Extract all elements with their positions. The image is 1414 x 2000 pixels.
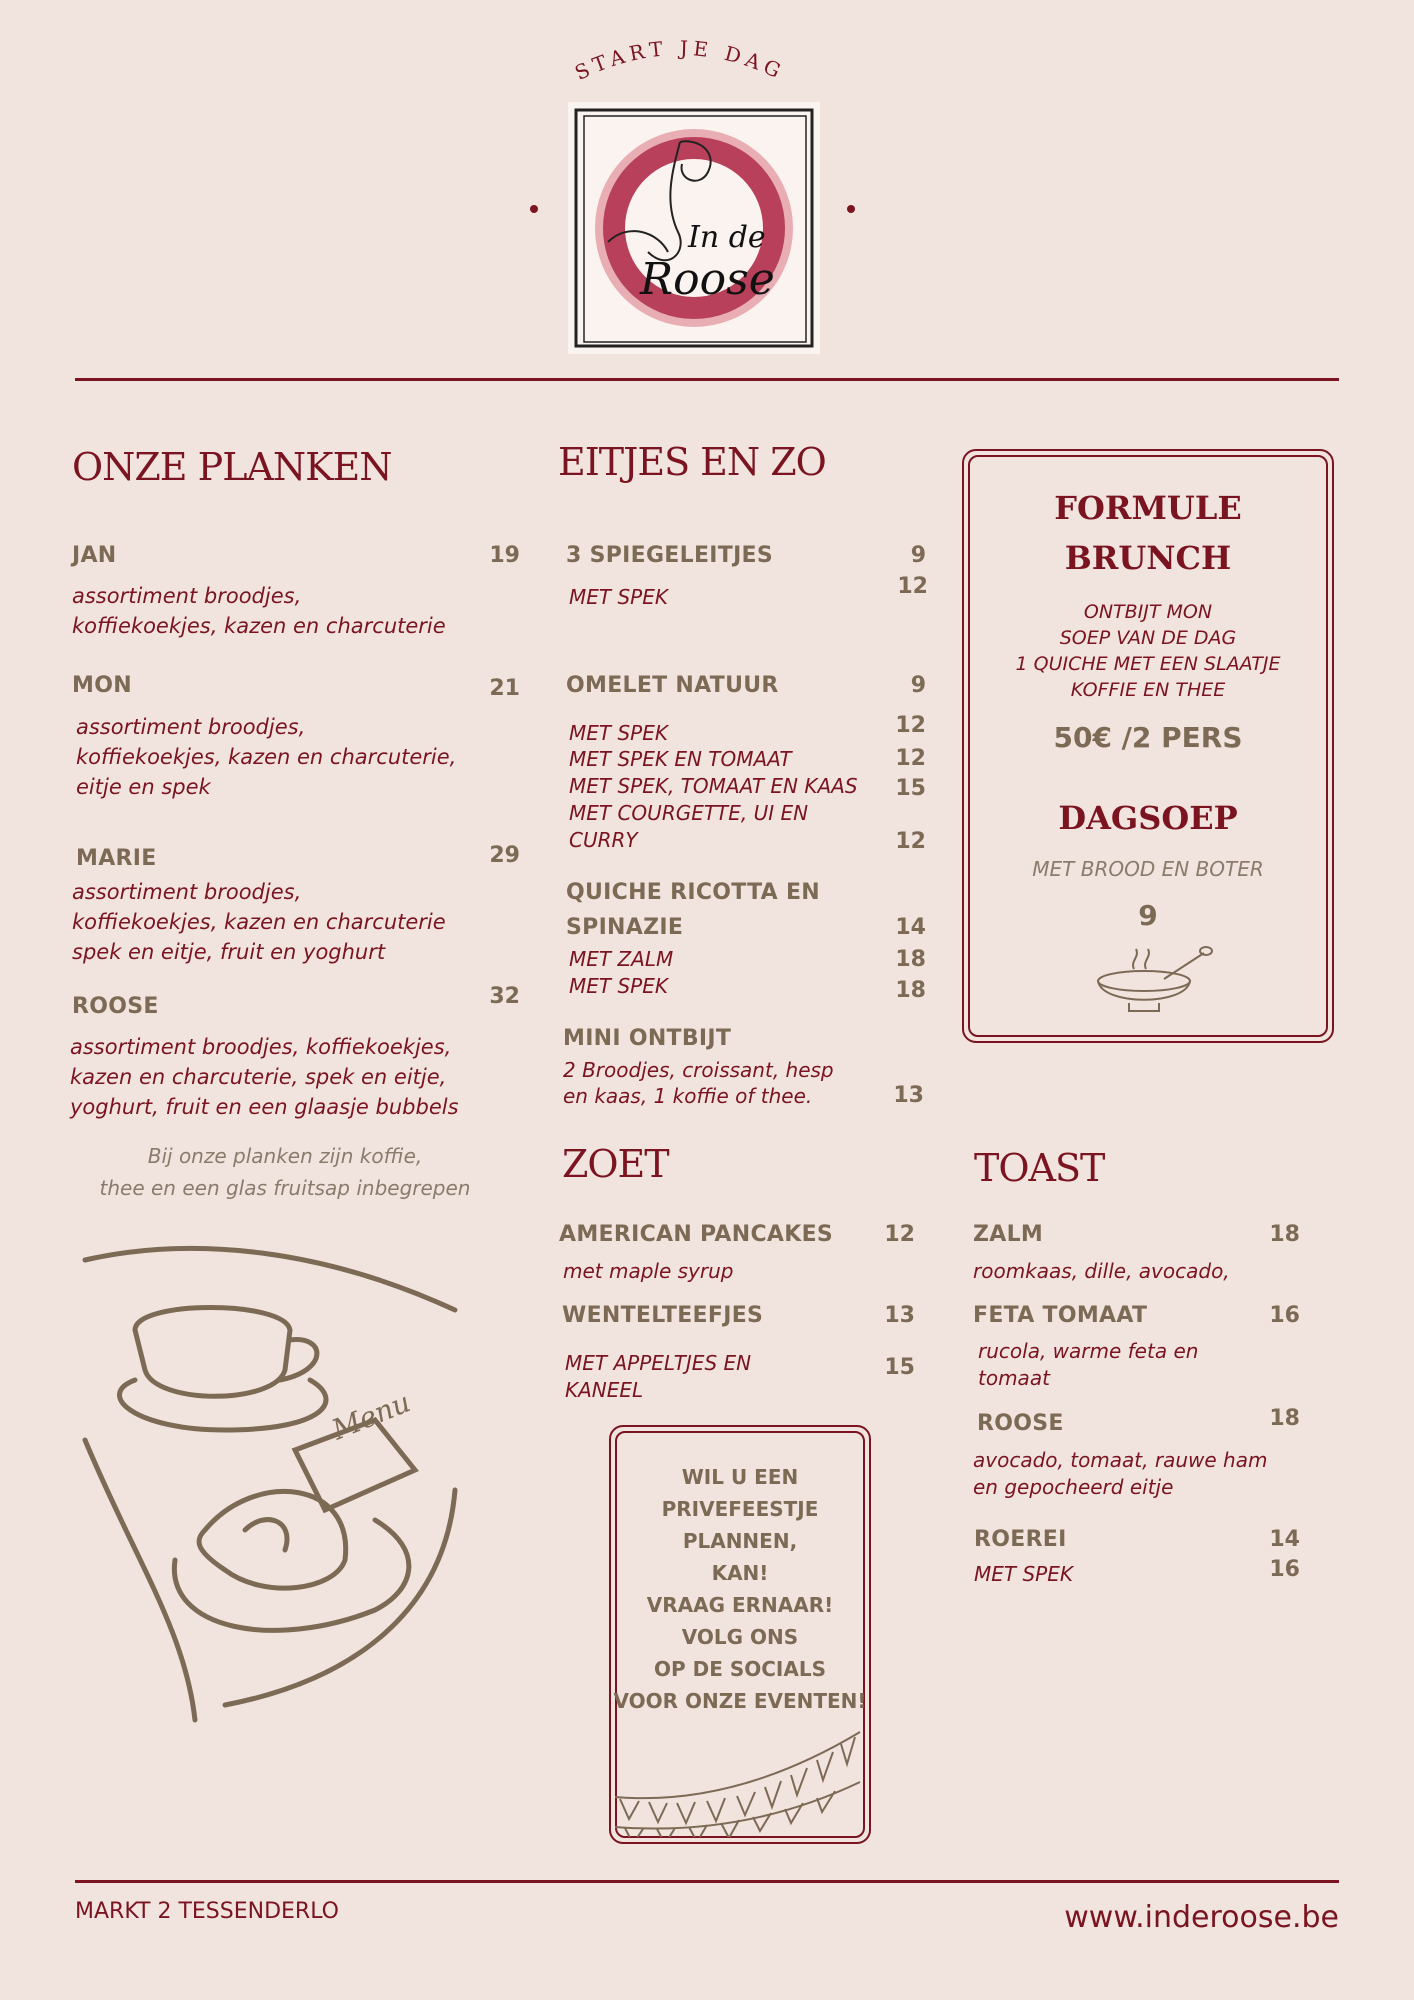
- svg-text:START JE DAG: [571, 36, 789, 85]
- spiegel-name: 3 SPIEGELEITJES: [566, 543, 774, 568]
- toast-roerei-sub-price: 16: [1269, 1557, 1300, 1582]
- omelet-price: 9: [910, 673, 926, 698]
- header: [0, 0, 1414, 390]
- plank-marie-desc: assortiment broodjes, koffiekoekjes, kazen en charcuterie spek en eitje, fruit en yoghurt: [72, 880, 446, 964]
- illustration-menu-text: Menu: [327, 1385, 416, 1447]
- plank-marie-price: 29: [489, 843, 520, 868]
- wentel-sub-2: KANEEL: [565, 1378, 644, 1402]
- formule-lines: [964, 599, 1332, 703]
- toast-feta-desc-1: rucola, warme feta en: [978, 1339, 1199, 1363]
- toast-roerei-name: ROEREI: [974, 1527, 1067, 1552]
- mini-price: 13: [893, 1083, 924, 1108]
- spiegel-price: 9: [910, 543, 926, 568]
- toast-feta-name: FETA TOMAAT: [973, 1303, 1148, 1328]
- formule-line-2: SOEP VAN DE DAG: [1059, 627, 1237, 649]
- spiegel-sub-price: 12: [897, 574, 928, 599]
- party-box: [609, 1425, 871, 1844]
- formule-box: [962, 449, 1334, 1043]
- quiche-sub-2-price: 18: [895, 978, 926, 1003]
- logo: [568, 102, 820, 354]
- tagline: START JE DAG: [571, 35, 789, 85]
- soup-title: DAGSOEP: [1058, 799, 1238, 837]
- wentel-name: WENTELTEEFJES: [562, 1303, 764, 1328]
- footer-divider: [75, 1880, 1339, 1883]
- plank-mon-name: MON: [72, 673, 132, 698]
- omelet-sub-3-price: 15: [895, 776, 926, 801]
- quiche-sub-1: MET ZALM: [569, 947, 674, 971]
- logo-text-1: In de: [688, 220, 766, 255]
- pancakes-name: AMERICAN PANCAKES: [559, 1222, 834, 1247]
- omelet-sub-5: CURRY: [569, 828, 638, 852]
- omelet-sub-1-price: 12: [895, 713, 926, 738]
- plank-marie-name: MARIE: [76, 846, 157, 871]
- formule-line-1: ONTBIJT MON: [1083, 601, 1213, 623]
- toast-roerei-price: 14: [1269, 1527, 1300, 1552]
- omelet-sub-1: MET SPEK: [569, 721, 668, 745]
- formule-title-1: FORMULE: [1054, 489, 1242, 527]
- toast-zalm-desc: roomkaas, dille, avocado,: [973, 1259, 1230, 1283]
- mini-desc-1: 2 Broodjes, croissant, hesp: [563, 1058, 834, 1082]
- wentel-price: 13: [884, 1303, 915, 1328]
- quiche-price: 14: [895, 915, 926, 940]
- omelet-sub-3: MET SPEK, TOMAAT EN KAAS: [569, 774, 858, 798]
- plank-mon-desc: assortiment broodjes, koffiekoekjes, kazen en charcuterie, eitje en spek: [76, 715, 457, 799]
- zoet-title: ZOET: [562, 1142, 669, 1186]
- party-line-2: PRIVEFEESTJE: [661, 1497, 819, 1521]
- party-line-7: OP DE SOCIALS: [653, 1657, 826, 1681]
- omelet-sub-5-price: 12: [895, 829, 926, 854]
- spiegel-sub: MET SPEK: [569, 585, 668, 609]
- party-line-1: WIL U EEN: [681, 1465, 799, 1489]
- toast-roose-desc-1: avocado, tomaat, rauwe ham: [973, 1448, 1268, 1472]
- coffee-croissant-illustration: [75, 1230, 475, 1730]
- toast-roerei-sub: MET SPEK: [974, 1562, 1073, 1586]
- bunting-icon: [615, 1707, 863, 1837]
- formule-title-2: BRUNCH: [1064, 539, 1232, 577]
- quiche-sub-2: MET SPEK: [569, 974, 668, 998]
- plank-jan-desc: assortiment broodjes, koffiekoekjes, kazen en charcuterie: [72, 584, 446, 638]
- plank-roose-price: 32: [489, 984, 520, 1009]
- wentel-sub-1: MET APPELTJES EN: [565, 1351, 752, 1375]
- footer-address: MARKT 2 TESSENDERLO: [75, 1899, 339, 1924]
- plank-mon-price: 21: [489, 676, 520, 701]
- mini-desc-2: en kaas, 1 koffie of thee.: [563, 1084, 813, 1108]
- plank-jan-name: JAN: [72, 543, 117, 568]
- quiche-name-1: QUICHE RICOTTA EN: [566, 880, 821, 905]
- quiche-sub-1-price: 18: [895, 947, 926, 972]
- toast-zalm-name: ZALM: [973, 1222, 1044, 1247]
- planken-title: ONZE PLANKEN: [72, 445, 392, 489]
- plank-jan-price: 19: [489, 543, 520, 568]
- omelet-sub-2-price: 12: [895, 746, 926, 771]
- soup-sub: MET BROOD EN BOTER: [1032, 857, 1264, 881]
- toast-roose-price: 18: [1269, 1406, 1300, 1431]
- omelet-sub-4: MET COURGETTE, UI EN: [569, 801, 809, 825]
- omelet-sub-2: MET SPEK EN TOMAAT: [569, 747, 792, 771]
- tagline-arc: [560, 20, 800, 90]
- pancakes-desc: met maple syrup: [563, 1259, 734, 1283]
- logo-text-2: Roose: [640, 254, 775, 305]
- quiche-name-2: SPINAZIE: [566, 915, 684, 940]
- plank-roose-name: ROOSE: [72, 994, 159, 1019]
- soup-price: 9: [1138, 899, 1158, 932]
- wentel-sub-price: 15: [884, 1355, 915, 1380]
- party-line-8: VOOR ONZE EVENTEN!: [613, 1689, 867, 1713]
- toast-roose-desc-2: en gepocheerd eitje: [973, 1475, 1174, 1499]
- formule-price: 50€ /2 PERS: [1053, 721, 1243, 754]
- party-line-6: VOLG ONS: [681, 1625, 799, 1649]
- plank-roose-desc: assortiment broodjes, koffiekoekjes, kazen en charcuterie, spek en eitje, yoghurt, fruit en een glaasje bubbels: [70, 1035, 459, 1119]
- toast-zalm-price: 18: [1269, 1222, 1300, 1247]
- toast-roose-name: ROOSE: [977, 1411, 1064, 1436]
- footer-website[interactable]: www.inderoose.be: [1064, 1900, 1339, 1935]
- omelet-name: OMELET NATUUR: [566, 673, 779, 698]
- pancakes-price: 12: [884, 1222, 915, 1247]
- toast-feta-desc-2: tomaat: [978, 1366, 1050, 1390]
- party-line-4: KAN!: [711, 1561, 769, 1585]
- dot-left: [530, 205, 538, 213]
- mini-name: MINI ONTBIJT: [563, 1026, 732, 1051]
- dot-right: [847, 205, 855, 213]
- party-line-5: VRAAG ERNAAR!: [646, 1593, 834, 1617]
- toast-feta-price: 16: [1269, 1303, 1300, 1328]
- formule-line-4: KOFFIE EN THEE: [1070, 679, 1226, 701]
- toast-title: TOAST: [974, 1146, 1105, 1190]
- party-line-3: PLANNEN,: [682, 1529, 798, 1553]
- soup-bowl-icon: [1094, 941, 1214, 1021]
- header-divider: [75, 378, 1339, 381]
- formule-line-3: 1 QUICHE MET EEN SLAATJE: [1015, 653, 1281, 675]
- eitjes-title: EITJES EN ZO: [558, 440, 826, 484]
- party-text: [611, 1461, 869, 1717]
- planken-note: Bij onze planken zijn koffie, thee en een glas fruitsap inbegrepen: [99, 1144, 471, 1200]
